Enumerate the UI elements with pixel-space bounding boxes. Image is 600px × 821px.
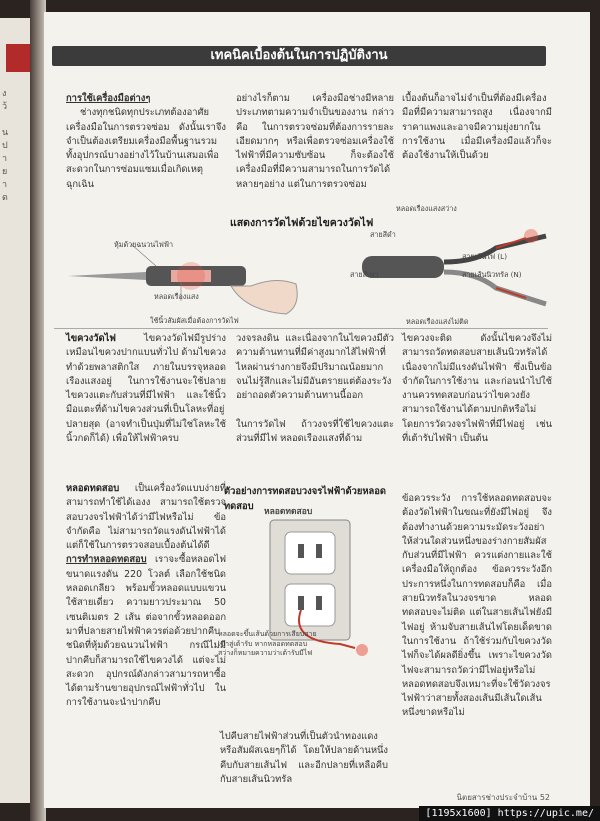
col2-testlamp: ไปคีบสายไฟฟ้าส่วนที่เป็นตัวนำทองแดงหรือสัมผัสเฉยๆก็ได้ โดยให้ปลายด้านหนึ่งคีบกับสายเส้นไฟ และอีกปลายที่เหลือคีบกับสายเส้นนิวทรัล <box>220 731 388 785</box>
wire-tip-red-2 <box>496 288 526 298</box>
label-neon: หลอดเรืองแสง <box>154 292 199 301</box>
label-touch: ใช้นิ้วสัมผัสเมื่อต้องการวัดไฟ <box>150 316 239 325</box>
label-grey-wire: สายสีเทา <box>350 270 379 279</box>
col3-screwdriver: ไขควงจะติด ดังนั้นไขควงจึงไม่สามารถวัดทดสอบสายเส้นนิวทรัลได้เนื่องจากไม่มีแรงดันไฟฟ้า ซึ่งเป็นข้อจำกัดในการใช้งาน และก่อนนำไปใช้งานควรทดสอบก่อนว่าไขควงยังสามารถใช้งานได้ตามปกติหรือไม่ โดยการวัดวงจรไฟฟ้าที่มีไฟอยู่ เช่น ที่เต้ารับไฟฟ้า เป็นต้น <box>402 333 552 445</box>
adjacent-page-text: ง ว้ น ป า ย า ด <box>2 89 9 203</box>
label-live: สายเส้นไฟ (L) <box>462 252 507 261</box>
testlamp-text: เป็นเครื่องวัดแบบง่ายที่สามารถทำใช้ได้เองง สามารถใช้ตรวจสอบวงจรไฟฟ้าได้ว่ามีไฟหรือไม่ ข้อจำกัดคือ ไม่สามารถวัดแรงดันไฟฟ้าได้ แต่ก็ใช้ในการตรวจสอบเบื้องต้นได้ดี <box>66 483 226 552</box>
col1-screwdriver <box>66 332 226 446</box>
testlamp-howto <box>66 553 226 710</box>
figure2-label: หลอดจะขึ้นเส้นด้วยการเสียบสายเข้าสู่เต้ารับ หากหลอดทดสอบสว่างก็หมายความว่าเต้ารับมีไฟ <box>218 630 317 657</box>
col1-heading: การใช้เครื่องมือต่างๆ <box>66 93 151 104</box>
figure2-title: ตัวอย่างการทดสอบวงจรไฟฟ้าด้วยหลอดทดสอบ <box>224 486 386 512</box>
page-footer: นิตยสารช่างประจำบ้าน 52 <box>456 793 550 802</box>
banner-title: เทคนิคเบื้องต้นในการปฏิบัติงาน <box>210 48 388 63</box>
test-lamp-glow <box>356 644 368 656</box>
col3-caution: ข้อควรระวัง การใช้หลอดทดสอบจะต้องวัดไฟฟ้าในขณะที่ยังมีไฟอยู่ จึงต้องทำงานด้วยความระมัดระวังอย่าให้ส่วนใดส่วนหนึ่งของร่างกายสัมผัสกับส่วนที่มีไฟฟ้า ควรแต่งกายและใช้เครื่องมือให้ถูกต้อง ข้อควรระวังอีกประการหนึ่งในการทดสอบก็คือ เมื่อสายนิวทรัลในวงจรขาด หลอดทดสอบจะไม่ติด แต่ในสายเส้นไฟยังมีไฟอยู่ ห้ามจับสายเส้นไฟโดยเด็ดขาด ในการใช้งาน ถ้าใช้ร่วมกับไขควงวัดไฟก็จะได้ผลดียิ่งขึ้น เพราะไขควงวัดไฟจะสามารถวัดว่ามีไฟอยู่หรือไม่ หลอดทดสอบจึงเหมาะที่จะใช้วัดวงจรไฟฟ้าว่าสายทั้งสองเส้นมีเส้นใดเส้นหนึ่งขาดหรือไม่ <box>402 493 552 719</box>
label-neutral: สายเส้นนิวทรัล (N) <box>462 270 522 279</box>
section-divider <box>54 328 548 329</box>
howto-text: เราจะซื้อหลอดไฟขนาดแรงดัน 220 โวลต์ เลือกใช้ชนิดหลอดเกลียว พร้อมขั้วหลอดแบบแขวน ใช้สายเดี่ยว ความยาวประมาณ 50 เซนติเมตร 2 เส้น ต่อจากขั้วหลอดออกมาที่ปลายสายไฟฟ้าควรต่อด้วยปากคีบชนิดที่หุ้มด้วยฉนวนไฟฟ้า กรณีไม่มีปากคีบก็สามารถใช้ไขควงได้ แต่จะไม่สะดวก อุปกรณ์ดังกล่าวสามารถหาซื้อได้ตามร้านขายอุปกรณ์ไฟฟ้าทั่วไป ในการใช้งานจะนำปากคีบ <box>66 554 226 709</box>
col1-intro <box>66 92 226 192</box>
label-lamp-off: หลอดเรืองแสงไม่ติด <box>406 317 469 326</box>
figure2-caption: หลอดทดสอบ <box>264 507 313 517</box>
adjacent-page-edge <box>0 18 30 803</box>
screwdriver-shaft <box>68 272 146 280</box>
col3-intro: เบื้องต้นก็อาจไม่จำเป็นที่ต้องมีเครื่องมือที่มีความสามารถสูง เนื่องจากมีราคาแพงและอาจมีความยุ่งยากในการใช้งาน เมื่อมีเครื่องมือแล้วก็จะต้องใช้งานให้เป็นด้วย <box>402 93 552 162</box>
red-tab <box>6 44 30 72</box>
outlet-socket-top <box>285 532 335 574</box>
watermark-badge: [1195x1600] https://upic.me/ <box>419 806 600 821</box>
section-banner <box>52 46 546 66</box>
magazine-page <box>44 12 590 808</box>
col1-paragraph: ช่างทุกชนิดทุกประเภทต้องอาศัยเครื่องมือในการตรวจซ่อม ดังนั้นเราจึงจำเป็นต้องเตรียมเครื่องมือพื้นฐานรวมทั้งอุปกรณ์บางอย่างไว้ในบ้านเสมอเพื่อสะดวกในการซ่อมแซมเมื่อเกิดเหตุฉุกเฉิน <box>66 107 226 190</box>
screwdriver-text: ไขควงวัดไฟมีรูปร่างเหมือนไขควงปากแบนทั่วไป ด้ามไขควงทำด้วยพลาสติกใส ภายในบรรจุหลอดเรืองแสงอยู่ ในการใช้งานจะใช้ปลายไขควงแตะกับส่วนที่มีไฟฟ้า และใช้นิ้วมือแตะที่ด้ามไขควงส่วนที่เป็นโลหะที่อยู่ปลายสุด (อาจทำเป็นปุ่มที่ไม่ใช่โลหะใช้นิ้วกดก็ได้) เพื่อให้ไฟฟ้าครบ <box>66 333 226 445</box>
label-black-wire: สายสีดำ <box>370 230 396 239</box>
howto-heading: การทำหลอดทดสอบ <box>66 554 147 566</box>
testlamp-heading: หลอดทดสอบ <box>66 483 120 494</box>
glow-effect-2 <box>524 229 538 243</box>
outlet-socket-bottom <box>285 584 335 626</box>
label-lamp-on: หลอดเรืองแสงสว่าง <box>396 204 457 213</box>
col1-testlamp <box>66 482 226 711</box>
col2-intro: อย่างไรก็ตาม เครื่องมือช่างมีหลายประเภทตามความจำเป็นของงาน กล่าวคือ ในการตรวจซ่อมที่ต้องการรายละเอียดมากๆ หรือเพื่อตรวจซ่อมเครื่องใช้ไฟฟ้าที่มีความซับซ้อน ก็จะต้องใช้เครื่องมือที่มีความสามารถในการวัดได้หลายๆอย่าง แต่ในการตรวจซ่อม <box>236 93 394 190</box>
col2-screwdriver: วงจรลงดิน และเนื่องจากในไขควงมีตัวความต้านทานที่มีค่าสูงมากไส้ไฟฟ้าที่ไหลผ่านร่างกายจึงมีปริมาณน้อยมากจนไม่รู้สึกและไม่มีอันตรายแต่ต้องระวังอย่าถอดตัวความต้านทานนี้ออก ในการวัดไฟ ถ้าวงจรที่ใช้ไขควงแตะส่วนที่มีไฟ หลอดเรืองแสงที่ด้าม <box>236 333 394 445</box>
label-insulated: หุ้มด้วยฉนวนไฟฟ้า <box>114 240 173 249</box>
screwdriver-heading: ไขควงวัดไฟ <box>66 333 116 344</box>
figure1-title: แสดงการวัดไฟด้วยไขควงวัดไฟ <box>230 217 374 229</box>
